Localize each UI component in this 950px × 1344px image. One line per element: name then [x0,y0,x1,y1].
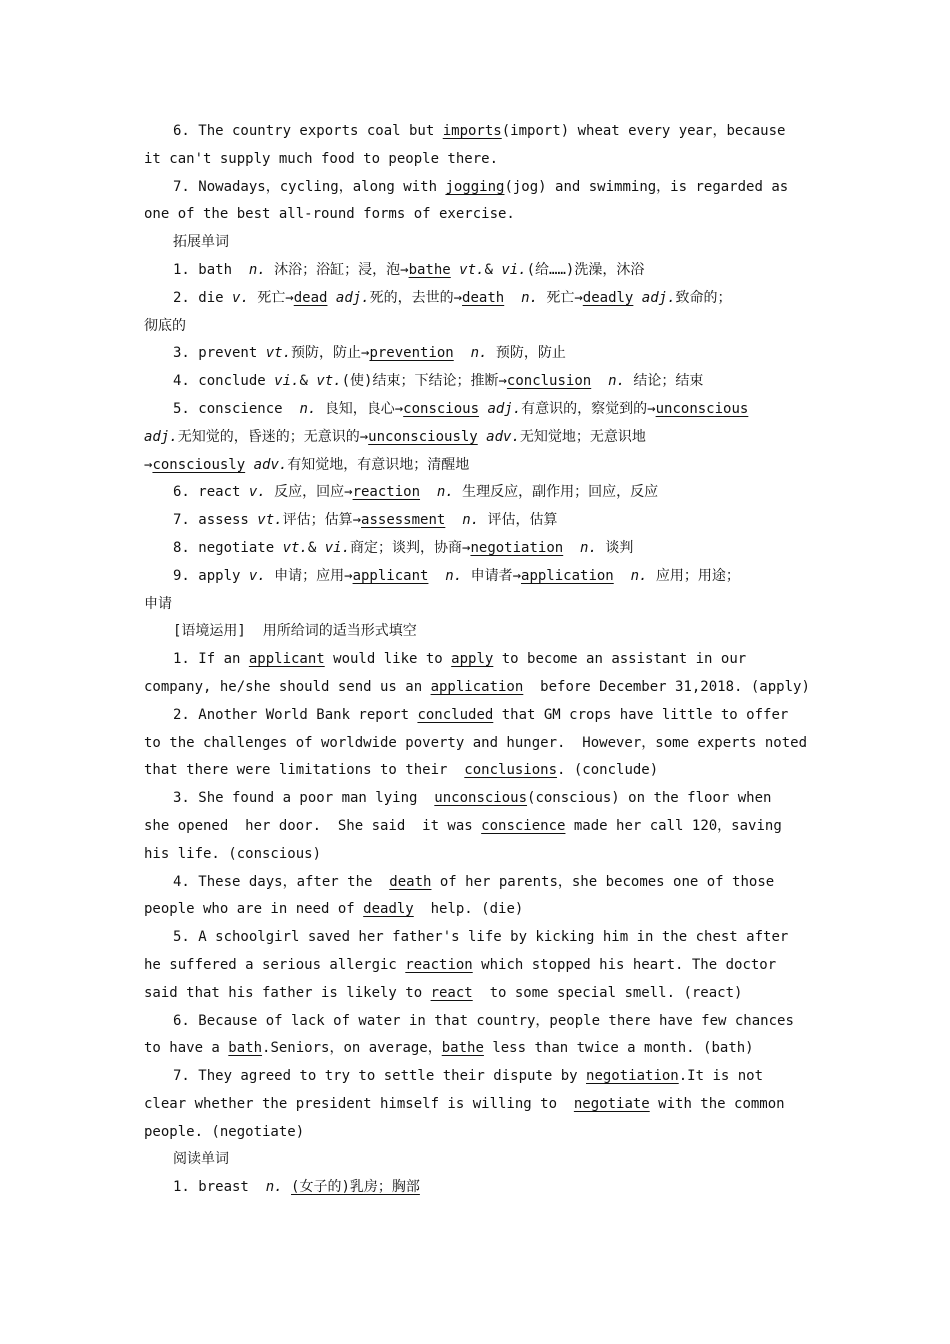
part-of-speech: adv. [486,428,520,445]
answer-word: bathe [441,1040,484,1057]
part-of-speech: vi. [501,261,527,278]
answer-word: react [430,984,473,1001]
text-segment: 预防，防止 [487,345,566,362]
answer-word: death [462,289,505,306]
answer-word: dead [293,289,328,306]
part-of-speech: n. [445,567,463,584]
text-segment: 2. die [173,289,233,306]
text-line [144,507,808,535]
text-line [144,424,808,452]
text-segment [420,484,437,500]
text-line [144,1091,808,1119]
part-of-speech: adj. [641,289,676,306]
text-segment [563,540,580,556]
text-segment: 1. bath [173,261,249,278]
answer-word: concluded [417,706,494,723]
text-segment: (给……)洗澡，沐浴 [526,261,645,278]
text-segment: made her call 120，saving [565,817,782,834]
answer-word: conscience [481,817,566,834]
text-segment [633,290,641,306]
text-segment: 致命的； [675,289,732,306]
text-segment: 5. A schoolgirl saved her father's life by kicking him in the chest after [173,929,789,946]
text-segment: people. (negotiate) [144,1123,305,1140]
answer-word: imports [442,123,502,139]
text-segment: .It is not [678,1068,764,1085]
answer-word: negotiate [573,1095,650,1112]
text-line [144,869,808,897]
text-segment: 沐浴；浴缸；浸，泡→ [265,261,409,278]
answer-word: deadly [582,289,634,306]
answer-word: conclusion [506,373,592,390]
text-segment [454,345,471,361]
answer-word: application [430,678,524,695]
part-of-speech: n. [265,1179,283,1196]
text-segment: help. (die) [413,901,524,918]
answer-word: reaction [352,484,421,501]
part-of-speech: n. [248,261,266,278]
text-line [144,980,808,1008]
text-segment: (jog) and swimming，is regarded as [504,178,789,195]
text-segment [504,290,521,306]
answer-word: conclusions [464,762,558,779]
answer-word: prevention [369,345,454,362]
text-segment: 无知觉地；无意识地 [519,428,646,445]
text-segment: 彻底的 [144,317,186,334]
answer-word: assessment [361,512,446,529]
text-segment: 无知觉的，昏迷的；无意识的→ [177,428,369,445]
text-segment: 4. These days，after the [173,873,390,890]
text-line [144,785,808,813]
text-segment [614,568,631,584]
part-of-speech: n. [608,373,625,390]
text-segment: 6. The country exports coal but [173,123,443,139]
text-segment: would like to [324,651,452,668]
text-line [144,730,808,758]
text-segment: to become an assistant in our [493,651,747,668]
text-segment: 评估，估算 [479,512,558,529]
text-line [144,340,808,368]
answer-word: reaction [405,956,473,973]
answer-word: applicant [352,567,429,584]
text-segment: & [307,539,325,556]
text-segment: 死的，去世的→ [369,289,463,306]
text-segment: 7. They agreed to try to settle their dispute by [173,1068,587,1085]
text-line [144,813,808,841]
part-of-speech: n. [630,567,648,584]
text-segment: that GM crops have little to offer [493,706,789,723]
text-segment: which stopped his heart. The doctor [472,956,777,973]
text-segment: to have a [144,1040,229,1057]
answer-word: negotiation [586,1068,679,1085]
part-of-speech: vt. [257,512,283,529]
text-segment [445,512,462,528]
answer-word: bathe [408,261,451,278]
text-line [144,1063,808,1091]
text-segment: before December 31,2018. (apply) [523,678,810,695]
text-line [144,1174,808,1202]
part-of-speech: adj. [335,289,370,306]
part-of-speech: n. [299,400,317,417]
text-segment: 申请；应用→ [265,567,353,584]
answer-word: (女子的)乳房；胸部 [291,1179,420,1196]
text-segment: to some special smell. (react) [472,984,743,1001]
text-segment: 有知觉地，有意识地；清醒地 [287,456,470,473]
text-segment: 6. Because of lack of water in that country，people there have few chances [173,1012,794,1029]
text-segment [245,457,253,473]
text-segment: she opened her door. She said it was [144,817,482,834]
text-line [144,841,808,869]
part-of-speech: n. [436,484,454,501]
answer-word: consciously [152,456,246,473]
answer-word: application [521,567,614,584]
text-segment: 良知，良心→ [316,400,404,417]
text-segment: (import) wheat every year，because [501,123,786,139]
text-segment: 评估；估算→ [282,512,362,529]
part-of-speech: v. [248,567,266,584]
text-line [144,535,808,563]
text-segment: 申请 [144,595,172,612]
text-segment: less than twice a month. (bath) [483,1040,754,1057]
text-segment: 生理反应，副作用；回应，反应 [453,484,659,501]
answer-word: applicant [248,651,325,668]
text-segment: one of the best all-round forms of exercise. [144,206,515,223]
text-segment: 5. conscience [173,400,300,417]
text-line [144,174,808,202]
text-line [144,229,808,257]
text-segment: 阅读单词 [173,1151,229,1168]
part-of-speech: vt. [316,373,342,390]
answer-word: unconscious [434,790,528,807]
text-segment: 9. apply [173,567,249,584]
text-segment: 7. Nowadays，cycling，along with [173,178,446,195]
part-of-speech: adv. [253,456,288,473]
part-of-speech: v. [232,289,249,306]
text-line [144,452,808,480]
part-of-speech: vt. [265,345,292,362]
part-of-speech: n. [580,539,597,556]
part-of-speech: n. [462,512,480,529]
text-line [144,1035,808,1063]
text-line [144,1008,808,1036]
answer-word: unconscious [655,400,749,417]
text-segment [327,290,335,306]
text-segment: said that his father is likely to [144,984,431,1001]
text-segment: 谈判 [596,539,634,556]
answer-word: unconsciously [368,428,478,445]
text-segment: 预防，防止→ [291,345,370,362]
answer-word: conscious [403,400,480,417]
text-line [144,563,808,591]
text-segment: 3. She found a poor man lying [173,790,435,807]
text-segment: to the challenges of worldwide poverty and hunger. However，some experts noted [144,734,808,751]
text-line [144,952,808,980]
text-segment: 申请者→ [462,567,522,584]
text-segment: 1. If an [173,651,249,668]
text-line [144,591,808,619]
text-segment: 反应，回应→ [265,484,353,501]
part-of-speech: vi. [324,539,351,556]
part-of-speech: adj. [144,428,178,445]
text-segment: his life. (conscious) [144,845,322,862]
text-segment: 1. breast [173,1179,266,1196]
part-of-speech: vi. [274,373,300,390]
text-segment: 应用；用途； [647,567,740,584]
text-line [144,118,808,146]
text-segment: (使)结束；下结论；推断→ [341,373,507,390]
text-line [144,285,808,313]
part-of-speech: n. [470,345,488,362]
text-line [144,674,808,702]
text-segment: clear whether the president himself is willing to [144,1095,574,1112]
text-line [144,146,808,174]
text-segment: → [144,456,153,473]
text-line [144,368,808,396]
answer-word: apply [451,651,494,668]
text-line [144,757,808,785]
text-segment [451,262,459,278]
text-line [144,1119,808,1147]
text-segment: 死亡→ [248,289,294,306]
text-segment: he suffered a serious allergic [144,956,406,973]
answer-word: death [389,873,432,890]
text-segment: that there were limitations to their [144,762,465,779]
text-segment: 7. assess [173,512,258,529]
text-segment [591,373,608,389]
text-segment: [语境运用] 用所给词的适当形式填空 [173,623,417,640]
text-segment: 4. conclude [173,373,275,390]
text-line [144,1146,808,1174]
text-segment: 3. prevent [173,345,266,362]
text-line [144,618,808,646]
text-segment: company, he/she should send us an [144,678,431,695]
text-segment: 结论；结束 [624,373,704,390]
part-of-speech: adj. [487,400,522,417]
text-segment: .Seniors，on average， [262,1040,442,1057]
text-line [144,646,808,674]
text-segment: (conscious) on the floor when [527,790,772,807]
text-segment: of her parents，she becomes one of those [431,873,775,890]
text-segment: with the common [649,1095,785,1112]
text-line [144,896,808,924]
text-segment: 有意识的，察觉到的→ [521,400,656,417]
part-of-speech: n. [521,289,538,306]
text-segment: 商定；谈判，协商→ [350,539,471,556]
answer-word: bath [228,1040,263,1057]
text-segment: people who are in need of [144,901,364,918]
text-segment: 2. Another World Bank report [173,706,418,723]
text-line [144,479,808,507]
text-line [144,924,808,952]
document-body [144,118,808,1202]
text-line [144,313,808,341]
text-segment: 6. react [173,484,249,501]
text-segment: it can't supply much food to people there. [144,150,499,167]
text-segment: 死亡→ [537,289,583,306]
text-line [144,702,808,730]
text-segment [428,568,445,584]
part-of-speech: v. [248,484,266,501]
answer-word: jogging [445,178,505,195]
answer-word: negotiation [470,539,564,556]
text-segment: & [484,261,502,278]
text-line [144,201,808,229]
text-segment: . (conclude) [557,762,659,779]
text-segment: 8. negotiate [173,539,283,556]
text-line [144,396,808,424]
text-segment [283,1179,291,1195]
text-line [144,257,808,285]
text-segment: 拓展单词 [173,234,229,251]
text-segment [478,429,486,445]
text-segment: & [299,373,317,390]
part-of-speech: vt. [459,261,485,278]
answer-word: deadly [363,901,414,918]
part-of-speech: vt. [282,539,308,556]
